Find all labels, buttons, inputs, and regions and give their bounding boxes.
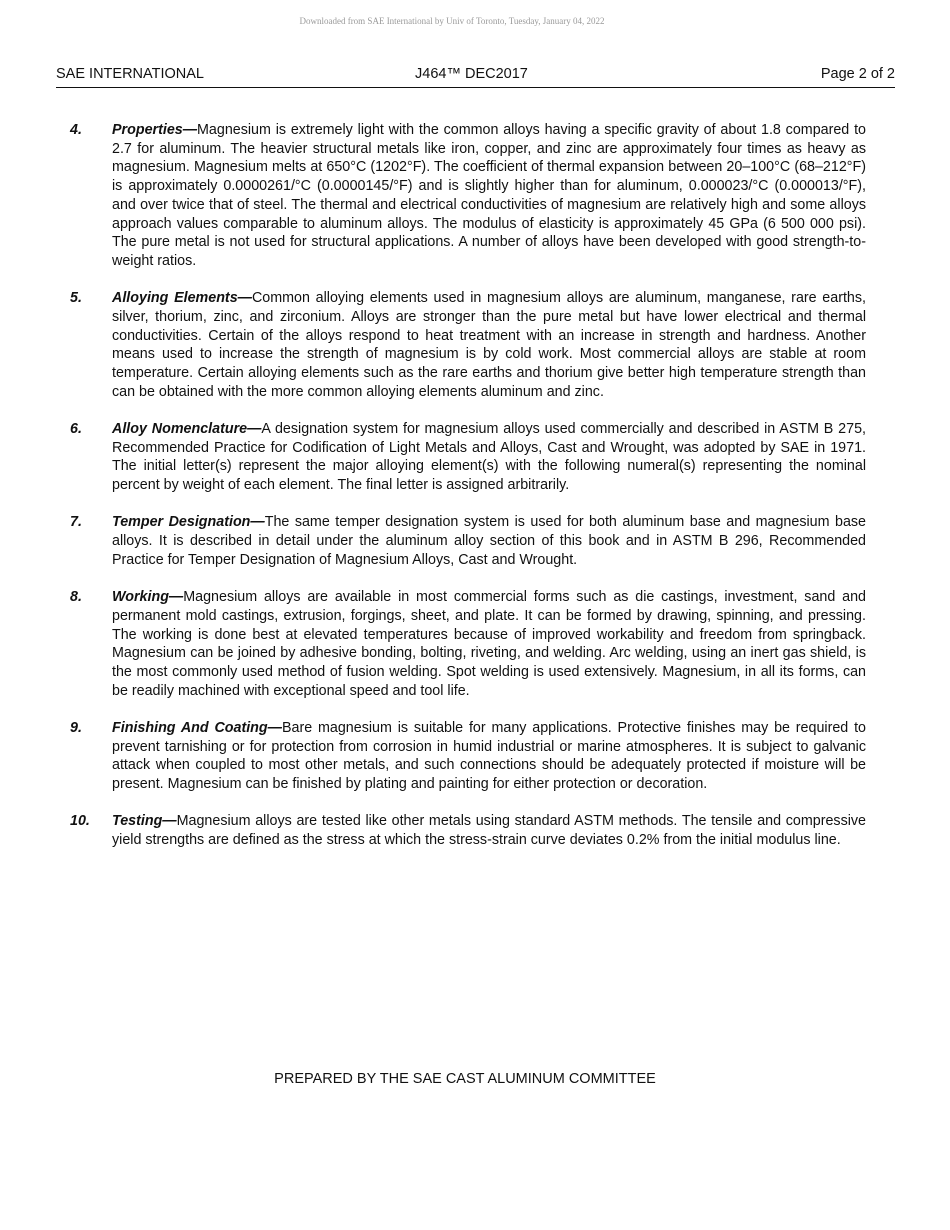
committee-note: PREPARED BY THE SAE CAST ALUMINUM COMMITTEE bbox=[274, 1071, 656, 1087]
section-working bbox=[70, 588, 866, 700]
section-title: Alloying Elements— bbox=[112, 290, 252, 307]
section-text: A designation system for magnesium alloys used commercially and described in ASTM B 275, Recommended Practice for Codification of Light Metals and Alloys, Cast and Wrought, was adopted by SAE in 1971. The initial letter(s) represent the major alloying element(s) with the following numeral(s) representing the nominal percent by weight of each element. The final letter is assigned arbitrarily. bbox=[112, 421, 866, 494]
document-body bbox=[70, 121, 866, 868]
section-number: 4. bbox=[70, 122, 82, 138]
header-page-number: Page 2 of 2 bbox=[820, 66, 895, 82]
section-number: 7. bbox=[70, 514, 82, 531]
section-alloy-nomenclature bbox=[70, 420, 866, 495]
section-text: Magnesium is extremely light with the common alloys having a specific gravity of about 1.8 compared to 2.7 for aluminum. The heavier structural metals like iron, copper, and zinc are approximately four times as heavy as magnesium. Magnesium melts at 650°C (1202°F). The coefficient of thermal expansion between 20–100°C (68–212°F) is approximately 0.0000261/°C (0.0000145/°F) and is slightly higher than for aluminum, 0.000023/°C (0.000013/°F), and over twice that of steel. The thermal and electrical conductivities of magnesium are relatively high and some alloys approach values comparable to aluminum alloys. The modulus of elasticity is approximately 45 GPa (6 500 000 psi). The pure metal is not used for structural applications. A number of alloys have been developed with good strength-to-weight ratios. bbox=[112, 122, 866, 269]
section-number: 9. bbox=[70, 719, 82, 736]
section-text: The same temper designation system is used for both aluminum base and magnesium base alloys. It is described in detail under the aluminum alloy section of this book and in ASTM B 296, Recommended Practice for Temper Designation of Magnesium Alloys, Cast and Wrought. bbox=[112, 514, 867, 568]
page-header bbox=[56, 66, 895, 88]
section-text: Magnesium alloys are tested like other metals using standard ASTM methods. The tensile and compressive yield strengths are defined as the stress at which the stress-strain curve deviates 0.2% from the initial modulus line. bbox=[112, 813, 866, 849]
section-title: Alloy Nomenclature— bbox=[112, 421, 262, 438]
section-title: Working— bbox=[112, 589, 184, 606]
section-number: 8. bbox=[70, 589, 82, 606]
section-testing bbox=[70, 812, 866, 849]
section-number: 10. bbox=[70, 813, 90, 830]
section-text: Common alloying elements used in magnesium alloys are aluminum, manganese, rare earths, silver, thorium, zinc, and zirconium. Alloys are stronger than the pure metal but have lower electrical and thermal conductivities. Certain of the alloys respond to heat treatment with an increase in strength and hardness. Another means used to increase the strength of magnesium is by cold work. Most commercial alloys are stable at room temperature. Certain alloying elements such as the rare earths and thorium give better high temperature strength than can be obtained with the more common alloying elements aluminum and zinc. bbox=[112, 290, 867, 400]
section-title: Properties— bbox=[112, 122, 198, 138]
header-organization: SAE INTERNATIONAL bbox=[56, 66, 204, 82]
section-properties bbox=[70, 121, 866, 271]
section-text: Magnesium alloys are available in most commercial forms such as die castings, investment, sand and permanent mold castings, extrusion, forgings, sheet, and plate. It can be formed by drawing, spinning, and pressing. The working is done best at elevated temperatures because of improved workability and freedom from springback. Magnesium can be joined by adhesive bonding, bolting, riveting, and welding. Arc welding, using an inert gas shield, is the most commonly used method of fusion welding. Spot welding is used extensively. Magnesium, in all its forms, can be readily machined with exceptional speed and tool life. bbox=[112, 589, 866, 699]
download-watermark: Downloaded from SAE International by Univ of Toronto, Tuesday, January 04, 2022 bbox=[299, 16, 605, 26]
section-alloying-elements bbox=[70, 289, 866, 401]
section-title: Testing— bbox=[112, 813, 177, 830]
section-title: Temper Designation— bbox=[112, 514, 265, 531]
section-number: 5. bbox=[70, 290, 82, 307]
section-text: Bare magnesium is suitable for many applications. Protective finishes may be required to prevent tarnishing or for protection from corrosion in humid industrial or marine atmospheres. It is subject to galvanic attack when coupled to most other metals, and such connections should be adequately protected if moisture will be present. Magnesium can be finished by plating and painting for either protection or decoration. bbox=[112, 719, 866, 793]
section-finishing-and-coating bbox=[70, 719, 866, 794]
section-temper-designation bbox=[70, 513, 866, 569]
header-document-code: J464™ DEC2017 bbox=[415, 66, 528, 82]
section-title: Finishing And Coating— bbox=[112, 719, 282, 736]
section-number: 6. bbox=[70, 421, 82, 438]
